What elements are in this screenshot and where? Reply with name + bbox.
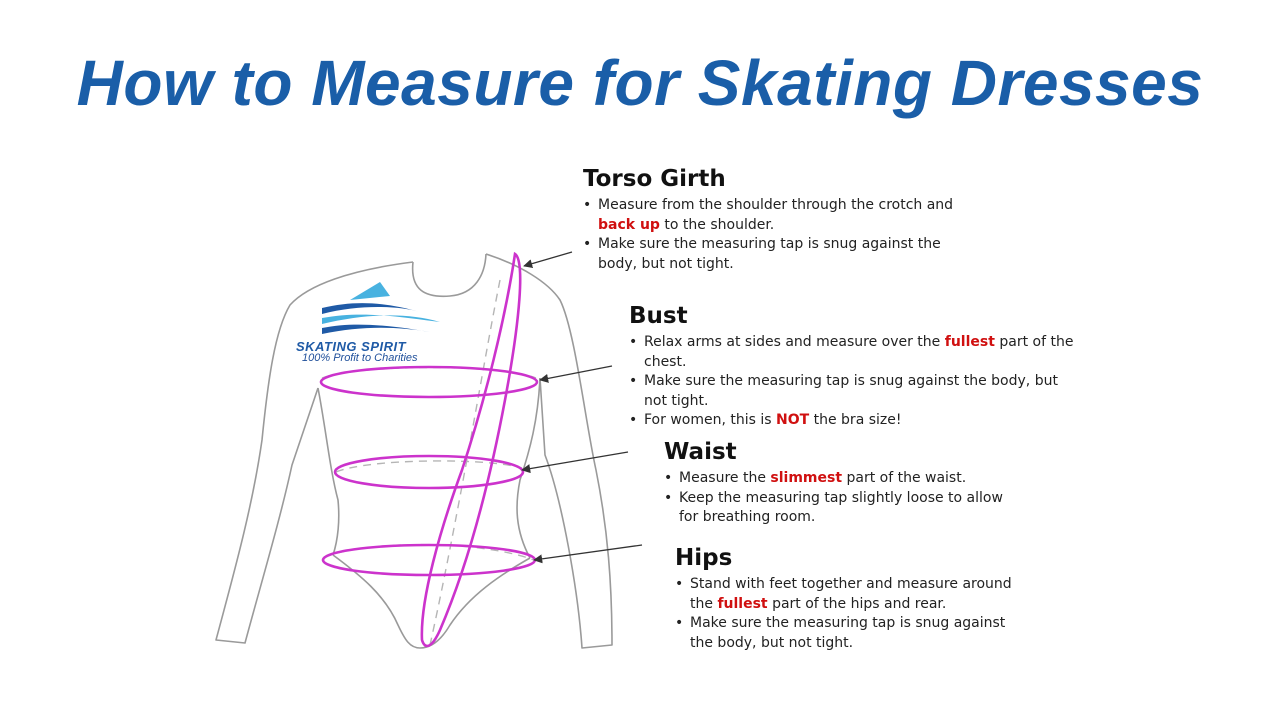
logo-name: SKATING SPIRIT — [296, 339, 407, 354]
leotard-outline — [216, 254, 612, 648]
torso-girth-heading: Torso Girth — [583, 166, 726, 192]
torso-girth-section — [583, 166, 963, 274]
bust-tape — [321, 367, 537, 397]
torso-girth-bullet-2: • Make sure the measuring tap is snug against the body, but not tight. — [583, 235, 963, 274]
bust-bullet-1: • Relax arms at sides and measure over the fullest part of the chest. — [629, 333, 1079, 372]
hips-heading: Hips — [675, 545, 733, 571]
logo-tagline: 100% Profit to Charities — [302, 352, 418, 364]
skating-spirit-logo — [322, 282, 440, 334]
hips-bullet-1: • Stand with feet together and measure around the fullest part of the hips and rear. — [675, 575, 1020, 614]
bust-bullet-2: • Make sure the measuring tap is snug against the body, but not tight. — [629, 372, 1079, 411]
hips-tape — [323, 545, 535, 575]
waist-tape — [335, 456, 523, 488]
waist-section — [664, 439, 1009, 528]
waist-heading: Waist — [664, 439, 737, 465]
hips-bullet-2: • Make sure the measuring tap is snug against the body, but not tight. — [675, 614, 1020, 653]
bust-bullet-3: • For women, this is NOT the bra size! — [629, 411, 1079, 431]
torso-girth-bullet-1: • Measure from the shoulder through the crotch and back up to the shoulder. — [583, 196, 963, 235]
pointer-arrows — [522, 252, 642, 560]
waist-bullet-1: • Measure the slimmest part of the waist. — [664, 469, 1009, 489]
hips-section — [675, 545, 1020, 653]
page-title: How to Measure for Skating Dresses — [76, 47, 1204, 119]
waist-bullet-2: • Keep the measuring tap slightly loose to allow for breathing room. — [664, 489, 1009, 528]
bust-heading: Bust — [629, 303, 688, 329]
bust-section — [629, 303, 1079, 431]
torso-tape — [422, 254, 520, 646]
measuring-tapes — [321, 254, 537, 646]
